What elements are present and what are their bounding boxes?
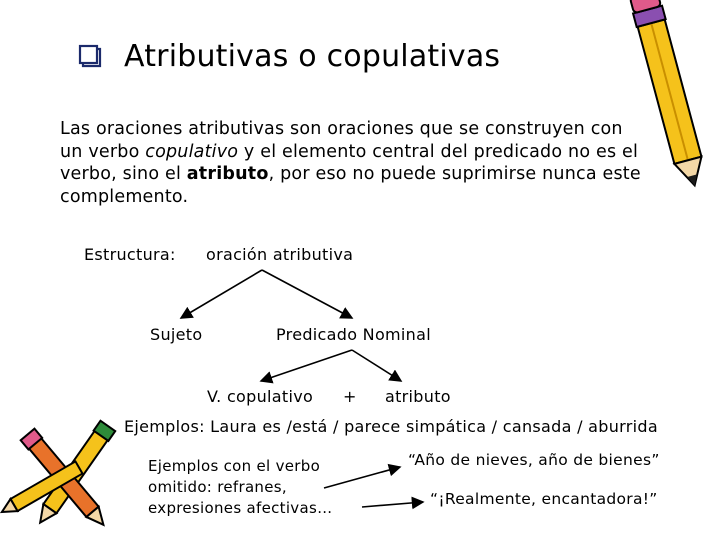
omitted-verb-line-3: expresiones afectivas… [148,499,333,517]
tree-root-label: oración atributiva [206,245,354,264]
quote-proverb: “Año de nieves, año de bienes” [408,451,660,469]
arrow-predicate-to-verb [261,350,352,381]
intro-text-3: , por eso no puede suprimirse nunca este complemento. [60,164,641,207]
intro-text-2: y el elemento central del predicado no es el verbo, sino el [60,141,639,184]
arrow-root-to-predicate [262,270,352,318]
omitted-verb-line-2: omitido: refranes, [148,478,287,496]
crossed-pencils-icon [0,421,115,531]
page-title: Atributivas o copulativas [124,38,501,74]
tree-subject-label: Sujeto [150,325,203,344]
tree-predicate-label: Predicado Nominal [276,325,431,344]
arrow-examples-to-affective [362,502,423,507]
arrow-root-to-subject [181,270,262,318]
tree-plus-sign: + [343,387,357,406]
quote-affective: “¡Realmente, encantadora!” [430,490,658,508]
omitted-verb-line-1: Ejemplos con el verbo [148,457,321,475]
arrow-predicate-to-attribute [352,350,401,381]
tree-verb-label: V. copulativo [207,387,314,406]
structure-label: Estructura: [84,245,176,264]
examples-line: Ejemplos: Laura es /está / parece simpática / cansada / aburrida [124,417,658,436]
tree-attribute-label: atributo [385,387,451,406]
arrow-examples-to-proverb [324,467,400,488]
pencil-icon [629,0,709,189]
intro-bold-term: atributo [186,164,269,184]
intro-italic-term: copulativo [145,141,239,162]
intro-text-1: Las oraciones atributivas son oraciones que se construyen con un verbo [60,119,623,162]
